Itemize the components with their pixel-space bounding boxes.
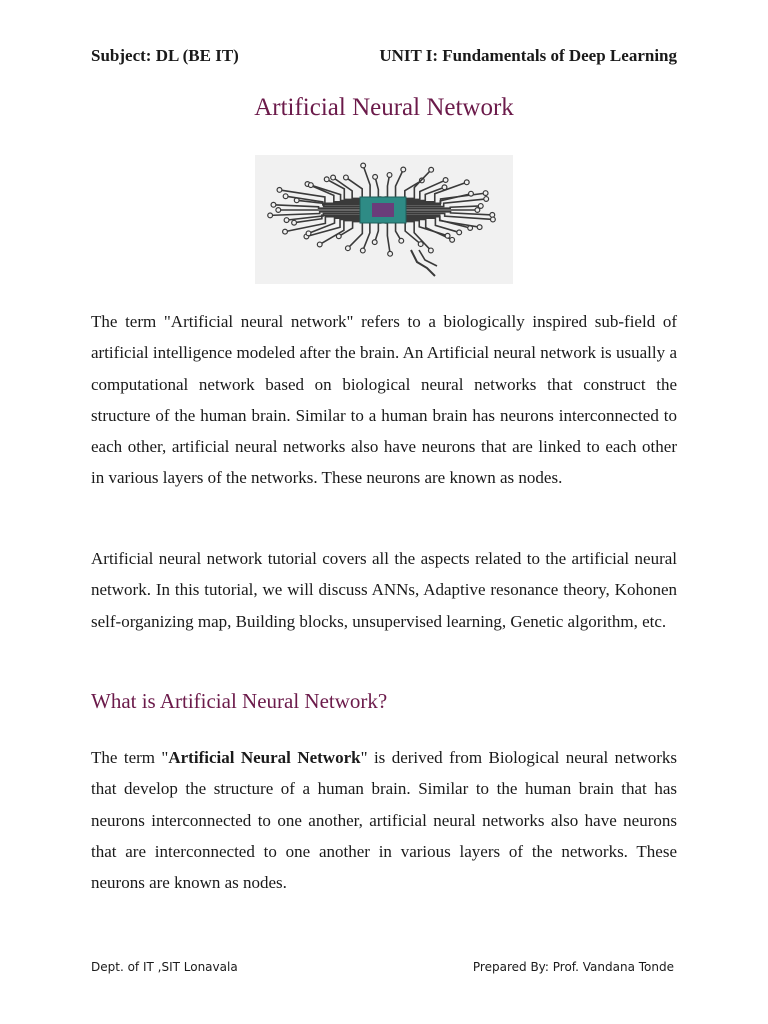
definition-text-rest: " is derived from Biological neural networks that develop the structure of a human brain. Similar to the human brain that has neurons interconnected to one another, artificial neural networks also have neurons that are interconnected to one another in various layers of the networks. These neurons are known as nodes. — [91, 748, 678, 893]
definition-term: Artificial Neural Network — [168, 748, 361, 767]
circuit-brain-icon — [255, 155, 513, 284]
intro-paragraph: The term "Artificial neural network" refers to a biologically inspired sub-field of artificial intelligence modeled after the brain. An Artificial neural network is usually a computational network based on biological neural networks that construct the structure of the human brain. Similar to a human brain has neurons interconnected to each other, artificial neural networks also have neurons that are linked to each other in various layers of the networks. These neurons are known as nodes. — [91, 312, 677, 488]
definition-paragraph — [91, 742, 677, 898]
page-footer — [91, 960, 674, 978]
definition-text-start: The term " — [91, 748, 169, 767]
footer-dept: Dept. of IT ,SIT Lonavala — [91, 960, 238, 974]
subject-label: Subject: DL (BE IT) — [91, 46, 239, 65]
page-title: Artificial Neural Network — [254, 94, 514, 121]
unit-label: UNIT I: Fundamentals of Deep Learning — [379, 46, 677, 65]
page-header — [91, 46, 677, 70]
section-heading: What is Artificial Neural Network? — [91, 689, 388, 713]
tutorial-paragraph: Artificial neural network tutorial covers all the aspects related to the artificial neural network. In this tutorial, we will discuss ANNs, Adaptive resonance theory, Kohonen self-organizing map, Building blocks, unsupervised learning, Genetic algorithm, etc. — [91, 549, 677, 631]
footer-prepared-by: Prepared By: Prof. Vandana Tonde — [472, 960, 674, 974]
circuit-brain-graphic — [255, 155, 513, 284]
